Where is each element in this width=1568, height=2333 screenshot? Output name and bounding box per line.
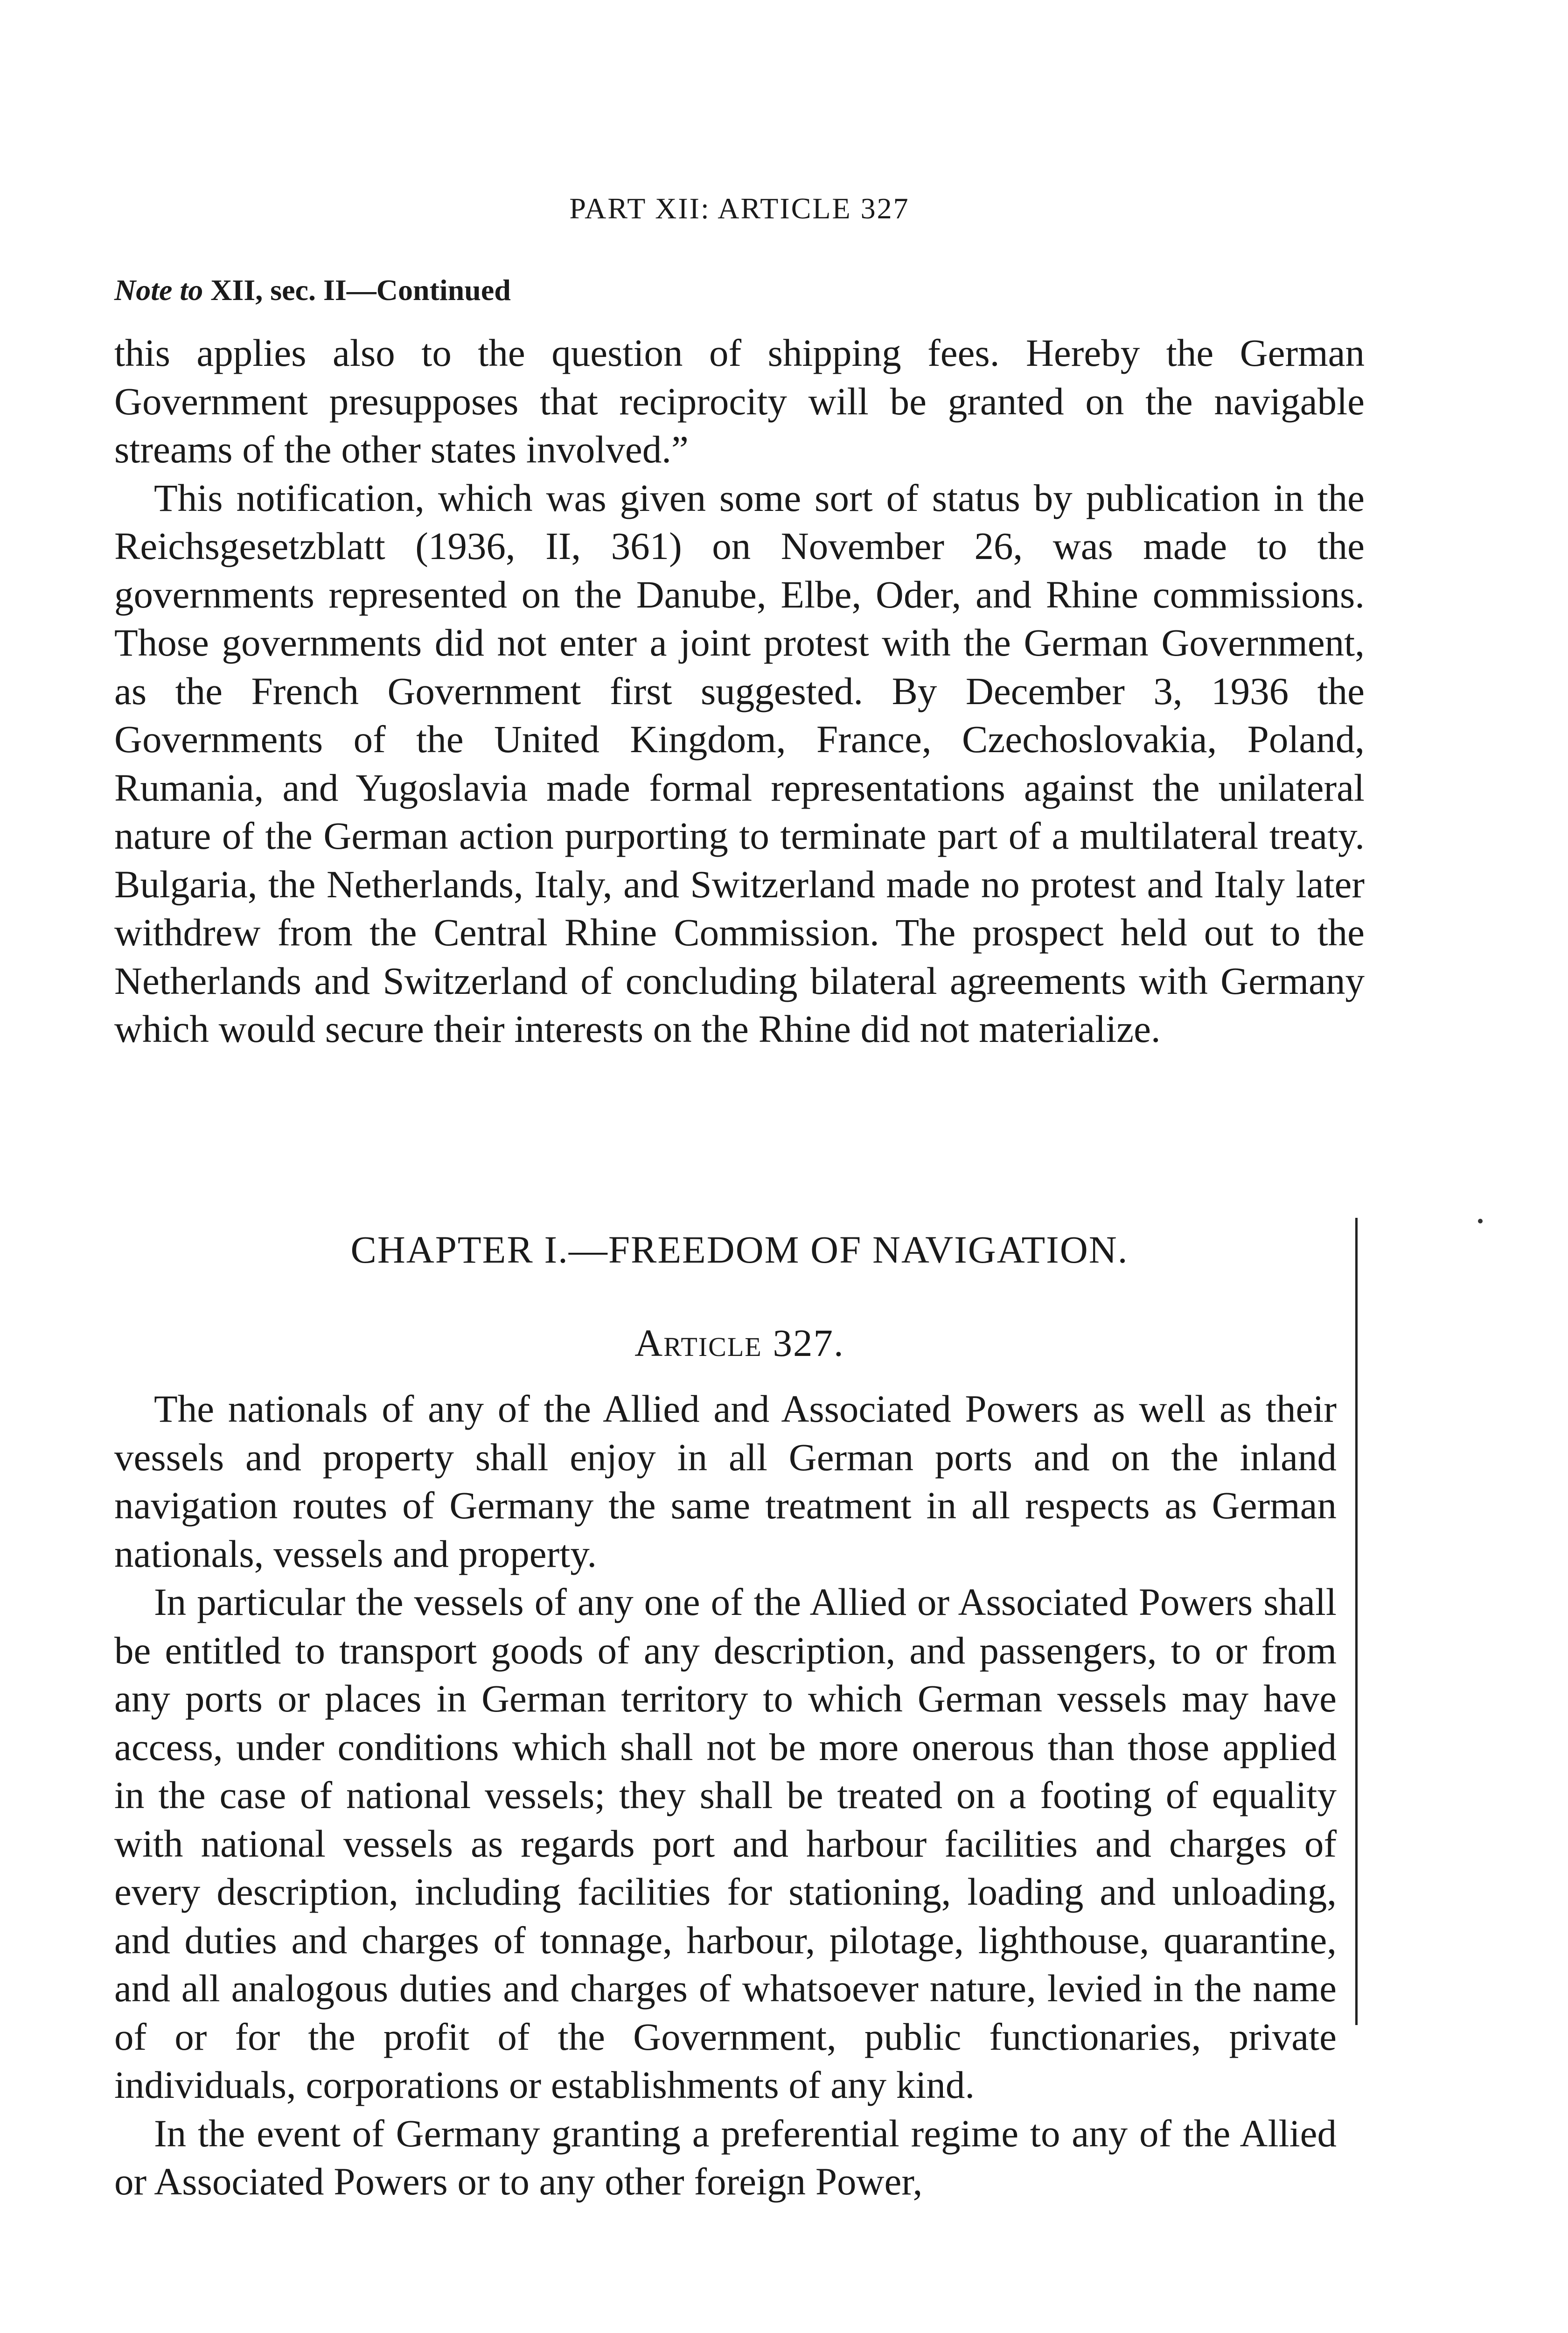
note-label-rest: XII, sec. II—Continued [203, 273, 511, 307]
margin-rule [1355, 1218, 1358, 2025]
article-title: Article 327. [634, 1321, 844, 1364]
note-label-italic: Note to [114, 273, 203, 307]
note-paragraph: This notification, which was given some sort of status by publication in the Reichsgesetzblatt (1936, II, 361) on November 26, was made to the governments represented on the Danube, Elbe, Oder, and Rhine commissions. Those governments did not enter a joint protest with the German Government, as the French Government first suggested. By December 3, 1936 the Governments of the United Kingdom, France, Czechoslovakia, Poland, Rumania, and Yugoslavia made formal representations against the unilateral nature of the German action purporting to terminate part of a multilateral treaty. Bulgaria, the Netherlands, Italy, and Switzerland made no protest and Italy later withdrew from the Central Rhine Commission. The prospect held out to the Netherlands and Switzerland of concluding bilateral agreements with Germany which would secure their interests on the Rhine did not materialize. [114, 476, 1365, 1050]
document-page [114, 0, 1365, 2333]
note-text [114, 329, 1365, 1054]
article-paragraph: In particular the vessels of any one of the Allied or Associated Powers shall be entitled to transport goods of any description, and passengers, to or from any ports or places in German territory to which German vessels may have access, under conditions which shall not be more onerous than those applied in the case of national vessels; they shall be treated on a footing of equality with national vessels as regards port and harbour facilities and charges of every description, including facilities for stationing, loading and unloading, and duties and charges of tonnage, harbour, pilotage, lighthouse, quarantine, and all analogous duties and charges of whatsoever nature, levied in the name of or for the profit of the Government, public functionaries, private individuals, corporations or establishments of any kind. [114, 1580, 1337, 2106]
note-label [114, 273, 511, 307]
chapter-heading: CHAPTER I.—FREEDOM OF NAVIGATION. [350, 1228, 1129, 1271]
note-paragraph: this applies also to the question of shipping fees. Hereby the German Government presupposes that reciprocity will be granted on the navigable streams of the other states involved.” [114, 331, 1365, 471]
running-head: PART XII: ARTICLE 327 [569, 192, 910, 225]
article-paragraph: The nationals of any of the Allied and Associated Powers as well as their vessels and property shall enjoy in all German ports and on the inland navigation routes of Germany the same treatment in all respects as German nationals, vessels and property. [114, 1387, 1337, 1575]
margin-dot [1478, 1219, 1483, 1223]
article-paragraph: In the event of Germany granting a preferential regime to any of the Allied or Associated Powers or to any other foreign Power, [114, 2111, 1337, 2203]
article-text [114, 1385, 1337, 2206]
